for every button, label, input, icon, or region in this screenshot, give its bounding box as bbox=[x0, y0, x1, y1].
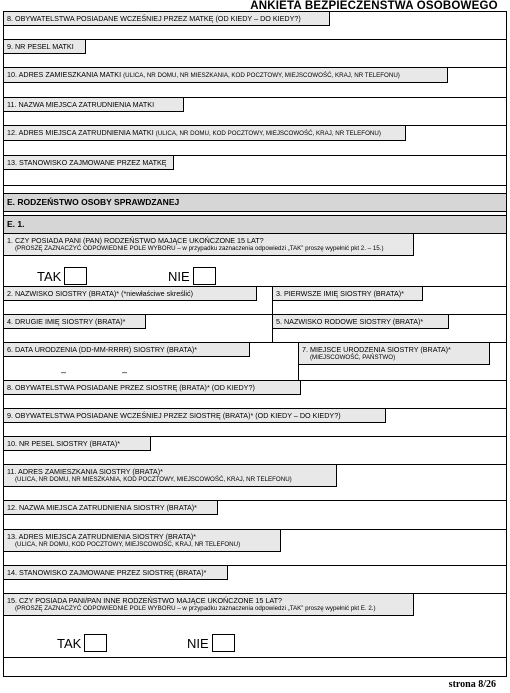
spacer bbox=[4, 186, 506, 194]
page-number: strona 8/26 bbox=[448, 679, 496, 690]
field-label bbox=[4, 594, 414, 616]
field-mother-pesel[interactable] bbox=[4, 40, 506, 68]
field-hint: (MIEJSCOWOŚĆ, PAŃSTWO) bbox=[310, 354, 396, 361]
field-label: 5. NAZWISKO RODOWE SIOSTRY (BRATA)* bbox=[273, 315, 449, 329]
question-other-siblings bbox=[4, 594, 506, 658]
questionnaire-form bbox=[3, 11, 507, 677]
field-label bbox=[4, 465, 337, 487]
row-birth-date-place bbox=[4, 343, 506, 381]
field-sibling-employer[interactable] bbox=[4, 501, 506, 530]
no-label: NIE bbox=[168, 268, 190, 284]
field-label bbox=[4, 126, 406, 141]
page-title: ANKIETA BEZPIECZEŃSTWA OSOBOWEGO bbox=[250, 0, 498, 12]
field-label: 14. STANOWISKO ZAJMOWANE PRZEZ SIOSTRĘ (BRATA)* bbox=[4, 566, 228, 580]
field-hint: (ULICA, NR DOMU, KOD POCZTOWY, MIEJSCOWOŚĆ, KRAJ, NR TELEFONU) bbox=[155, 130, 381, 137]
field-label: 3. PIERWSZE IMIĘ SIOSTRY (BRATA)* bbox=[273, 287, 423, 301]
field-sibling-birth-place[interactable] bbox=[299, 343, 506, 380]
field-hint: (ULICA, NR DOMU, NR MIESZKANIA, KOD POCZTOWY, MIEJSCOWOŚĆ, KRAJ, NR TELEFONU) bbox=[123, 72, 400, 79]
yes-option[interactable] bbox=[57, 634, 107, 652]
field-label: 12. NAZWA MIEJSCA ZATRUDNIENIA SIOSTRY (BRATA)* bbox=[4, 501, 218, 515]
field-mother-address[interactable] bbox=[4, 68, 506, 98]
field-sibling-birth-date[interactable] bbox=[4, 343, 299, 380]
field-label bbox=[4, 234, 414, 256]
yes-checkbox[interactable] bbox=[84, 634, 107, 652]
field-label: 2. NAZWISKO SIOSTRY (BRATA)* (*niewłaściwe skreślić) bbox=[4, 287, 257, 301]
question-text: 15. CZY POSIADA PANI/PAN INNE RODZEŃSTWO MAJĄCE UKOŃCZONE 15 LAT? bbox=[7, 596, 283, 605]
field-sibling-address[interactable] bbox=[4, 465, 506, 501]
field-label bbox=[4, 530, 281, 552]
field-sibling-employer-address[interactable] bbox=[4, 530, 506, 566]
question-hint: (PROSZĘ ZAZNACZYĆ ODPOWIEDNIE POLE WYBORU – w przypadku zaznaczenia odpowiedzi „TAK” proszę wypełnić pkt E. 2.) bbox=[15, 605, 376, 612]
field-sibling-former-citizenship[interactable] bbox=[4, 409, 506, 437]
field-sibling-first-name[interactable] bbox=[273, 287, 506, 314]
no-checkbox[interactable] bbox=[193, 267, 216, 285]
field-label: 4. DRUGIE IMIĘ SIOSTRY (BRATA)* bbox=[4, 315, 146, 329]
no-checkbox[interactable] bbox=[212, 634, 235, 652]
section-title: E. RODZEŃSTWO OSOBY SPRAWDZANEJ bbox=[4, 194, 506, 211]
yes-label: TAK bbox=[57, 635, 82, 651]
field-sibling-surname[interactable] bbox=[4, 287, 273, 314]
question-text: 1. CZY POSIADA PANI (PAN) RODZEŃSTWO MAJĄCE UKOŃCZONE 15 LAT? bbox=[7, 236, 264, 245]
field-label: 10. NR PESEL SIOSTRY (BRATA)* bbox=[4, 437, 151, 451]
no-option[interactable] bbox=[168, 267, 216, 285]
field-label: 8. OBYWATELSTWA POSIADANE PRZEZ SIOSTRĘ (BRATA)* (OD KIEDY?) bbox=[4, 381, 301, 395]
no-label: NIE bbox=[187, 635, 209, 651]
field-hint: (ULICA, NR DOMU, NR MIESZKANIA, KOD POCZTOWY, MIEJSCOWOŚĆ, KRAJ, NR TELEFONU) bbox=[15, 476, 292, 483]
field-label: 9. NR PESEL MATKI bbox=[4, 40, 86, 54]
date-separator: – bbox=[122, 367, 128, 377]
field-hint: (ULICA, NR DOMU, KOD POCZTOWY, MIEJSCOWOŚĆ, KRAJ, NR TELEFONU) bbox=[15, 541, 241, 548]
field-label bbox=[4, 68, 448, 83]
question-hint: (PROSZĘ ZAZNACZYĆ ODPOWIEDNIE POLE WYBORU – w przypadku zaznaczenia odpowiedzi „TAK” proszę wypełnić pkt 2. – 15.) bbox=[15, 245, 384, 252]
field-label: 13. STANOWISKO ZAJMOWANE PRZEZ MATKĘ bbox=[4, 156, 174, 170]
field-mother-employer-address[interactable] bbox=[4, 126, 506, 156]
field-sibling-pesel[interactable] bbox=[4, 437, 506, 465]
field-sibling-family-name[interactable] bbox=[273, 315, 506, 342]
field-sibling-second-name[interactable] bbox=[4, 315, 273, 342]
field-label: 8. OBYWATELSTWA POSIADANE WCZEŚNIEJ PRZEZ MATKĘ (OD KIEDY – DO KIEDY?) bbox=[4, 12, 330, 26]
question-has-siblings bbox=[4, 234, 506, 287]
field-label-text: 10. ADRES ZAMIESZKANIA MATKI bbox=[7, 70, 122, 79]
field-mother-employer[interactable] bbox=[4, 98, 506, 126]
yes-option[interactable] bbox=[37, 267, 87, 285]
field-sibling-position[interactable] bbox=[4, 566, 506, 594]
field-label: 11. NAZWA MIEJSCA ZATRUDNIENIA MATKI bbox=[4, 98, 184, 112]
yes-label: TAK bbox=[37, 268, 62, 284]
row-second-name-family-name bbox=[4, 315, 506, 343]
section-e1-header bbox=[4, 216, 506, 234]
date-separator: – bbox=[61, 367, 67, 377]
no-option[interactable] bbox=[187, 634, 235, 652]
field-label-text: 11. ADRES ZAMIESZKANIA SIOSTRY (BRATA)* bbox=[7, 467, 163, 476]
field-label-text: 13. ADRES MIEJSCA ZATRUDNIENIA SIOSTRY (BRATA)* bbox=[7, 532, 197, 541]
yes-checkbox[interactable] bbox=[64, 267, 87, 285]
field-label: 9. OBYWATELSTWA POSIADANE WCZEŚNIEJ PRZEZ SIOSTRĘ (BRATA)* (OD KIEDY – DO KIEDY?) bbox=[4, 409, 386, 423]
field-label-text: 12. ADRES MIEJSCA ZATRUDNIENIA MATKI bbox=[7, 128, 154, 137]
field-label bbox=[299, 343, 490, 365]
subsection-title: E. 1. bbox=[4, 216, 506, 233]
field-mother-position[interactable] bbox=[4, 156, 506, 186]
section-e-header bbox=[4, 194, 506, 212]
field-label-text: 7. MIEJSCE URODZENIA SIOSTRY (BRATA)* bbox=[302, 345, 451, 354]
field-sibling-citizenship[interactable] bbox=[4, 381, 506, 409]
field-mother-former-citizenship[interactable] bbox=[4, 12, 506, 40]
field-label: 6. DATA URODZENIA (DD-MM-RRRR) SIOSTRY (BRATA)* bbox=[4, 343, 250, 357]
row-surname-firstname bbox=[4, 287, 506, 315]
